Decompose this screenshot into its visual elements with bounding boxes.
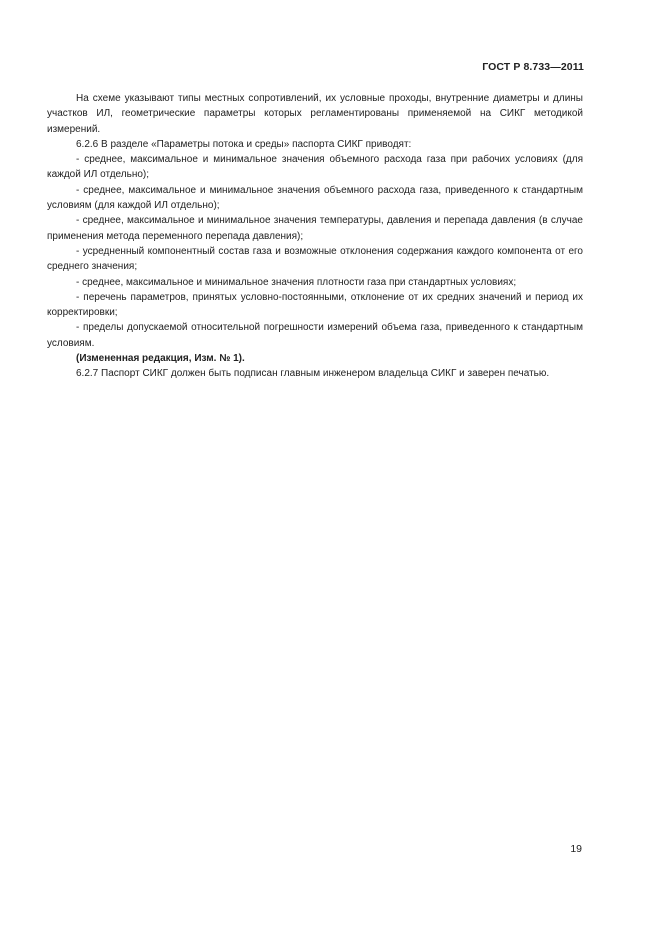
list-item-flow-rate-standard: - среднее, максимальное и минимальное значения объемного расхода газа, приведенного к стандартным условиям (для каждой ИЛ отдельно);	[47, 184, 583, 212]
list-item-gas-density: - среднее, максимальное и минимальное значения плотности газа при стандартных условиях;	[76, 276, 517, 288]
list-item-error-limits: - пределы допускаемой относительной погрешности измерений объема газа, приведенного к стандартным условиям.	[47, 322, 583, 349]
paragraph-scheme: На схеме указывают типы местных сопротивлений, их условные проходы, внутренние диаметры и длины участков ИЛ, геометрические параметры которых регламентированы применяемой на СИКГ методикой измерений.	[47, 93, 583, 135]
document-header: ГОСТ Р 8.733—2011	[482, 61, 584, 73]
amendment-note: (Измененная редакция, Изм. № 1).	[76, 353, 245, 365]
list-item-temperature-pressure: - среднее, максимальное и минимальное значения температуры, давления и перепада давления (в случае применения метода переменного перепада давления);	[47, 215, 583, 242]
page-number: 19	[570, 843, 582, 855]
paragraph-6-2-6: 6.2.6 В разделе «Параметры потока и среды» паспорта СИКГ приводят:	[76, 138, 412, 150]
list-item-flow-rate-working: - среднее, максимальное и минимальное значения объемного расхода газа при рабочих условиях (для каждой ИЛ отдельно);	[47, 154, 583, 181]
list-item-constant-parameters: - перечень параметров, принятых условно-постоянными, отклонение от их средних значений и период их корректировки;	[47, 291, 583, 319]
list-item-gas-composition: - усредненный компонентный состав газа и возможные отклонения содержания каждого компонента от его среднего значения;	[47, 245, 583, 273]
document-body	[47, 91, 583, 382]
paragraph-6-2-7: 6.2.7 Паспорт СИКГ должен быть подписан главным инженером владельца СИКГ и заверен печатью.	[76, 368, 550, 380]
